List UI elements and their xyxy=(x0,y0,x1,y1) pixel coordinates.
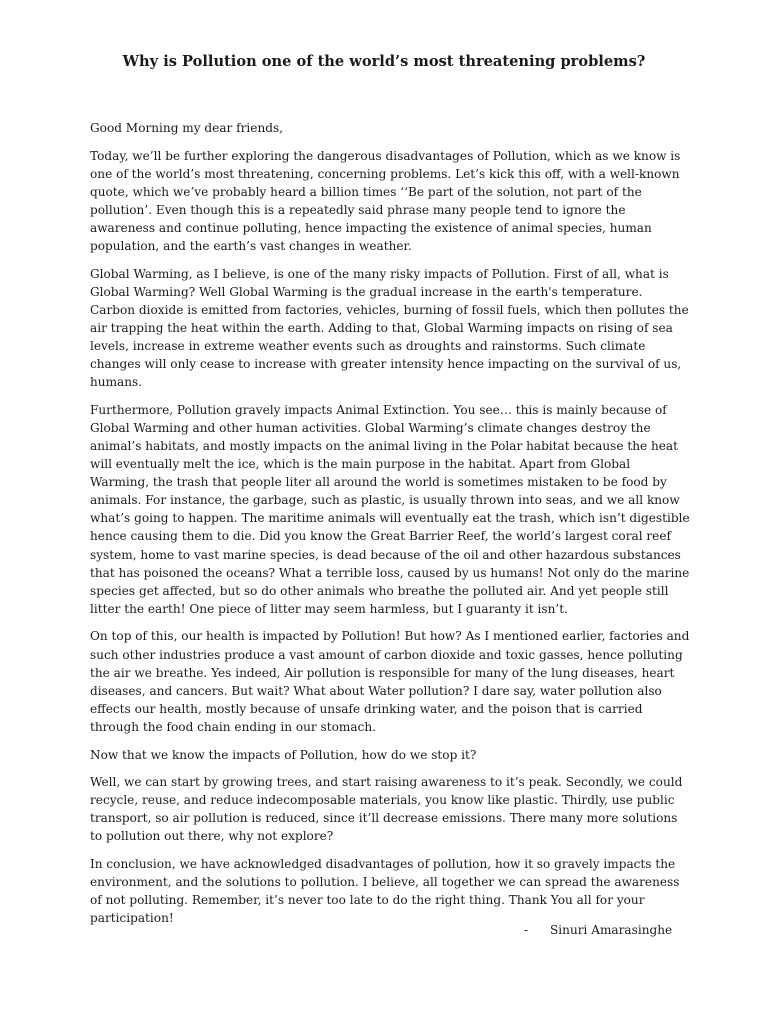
solutions-paragraph: Well, we can start by growing trees, and start raising awareness to it’s peak. Secondly, we could recycle, reuse, and reduce indecomposable materials, you know like plastic. Thirdly, use public transport, so air pollution is reduced, since it’ll decrease emissions. There many more solutions to pollution out there, why not explore? xyxy=(90,775,683,844)
greeting-paragraph: Good Morning my dear friends, xyxy=(90,121,284,135)
document-body xyxy=(90,119,690,937)
question-paragraph: Now that we know the impacts of Pollution, how do we stop it? xyxy=(90,747,477,762)
global-warming-paragraph: Global Warming, as I believe, is one of the many risky impacts of Pollution. First of all, what is Global Warming? Well Global Warming is the gradual increase in the earth's temperature. Carbon dioxide is emitted from factories, vehicles, burning of fossil fuels, which then pollutes the air trapping the heat within the earth. Adding to that, Global Warming impacts on rising of sea levels, increase in extreme weather events such as droughts and rainstorms. Such climate changes will only cease to increase with greater intensity hence impacting on the survival of us, humans. xyxy=(90,266,689,390)
document-title: Why is Pollution one of the world’s most threatening problems? xyxy=(122,53,646,70)
intro-paragraph: Today, we’ll be further exploring the dangerous disadvantages of Pollution, which as we know is one of the world’s most threatening, concerning problems. Let’s kick this off, with a well-known quote, which we’ve probably heard a billion times ‘‘Be part of the solution, not part of the pollution’. Even though this is a repeatedly said phrase many people tend to ignore the awareness and continue polluting, hence impacting the existence of animal species, human population, and the earth’s vast changes in weather. xyxy=(90,148,681,254)
animal-extinction-paragraph: Furthermore, Pollution gravely impacts Animal Extinction. You see… this is mainly because of Global Warming and other human activities. Global Warming’s climate changes destroy the animal’s habitats, and mostly impacts on the animal living in the Polar habitat because the heat will eventually melt the ice, which is the main purpose in the habitat. Apart from Global Warming, the trash that people liter all around the world is sometimes mistaken to be food by animals. For instance, the garbage, such as plastic, is usually thrown into seas, and we all know what’s going to happen. The maritime animals will eventually eat the trash, which isn’t digestible hence causing them to die. Did you know the Great Barrier Reef, the world’s largest coral reef system, home to vast marine species, is dead because of the oil and other hazardous substances that has poisoned the oceans? What a terrible loss, caused by us humans! Not only do the marine species get affected, but so do other animals who breathe the polluted air. And yet people still litter the earth! One piece of litter may seem harmless, but I guaranty it isn’t. xyxy=(90,402,690,616)
signature-name: Sinuri Amarasinghe xyxy=(550,923,673,937)
signature xyxy=(524,921,672,939)
signature-dash: - xyxy=(524,923,529,937)
health-paragraph: On top of this, our health is impacted by Pollution! But how? As I mentioned earlier, factories and such other industries produce a vast amount of carbon dioxide and toxic gasses, hence polluting the air we breathe. Yes indeed, Air pollution is responsible for many of the lung diseases, heart diseases, and cancers. But wait? What about Water pollution? I dare say, water pollution also effects our health, mostly because of unsafe drinking water, and the poison that is carried through the food chain ending in our stomach. xyxy=(90,629,690,734)
conclusion-paragraph: In conclusion, we have acknowledged disadvantages of pollution, how it so gravely impacts the environment, and the solutions to pollution. I believe, all together we can spread the awareness of not polluting. Remember, it’s never too late to do the right thing. Thank You all for your participation! xyxy=(90,856,680,926)
